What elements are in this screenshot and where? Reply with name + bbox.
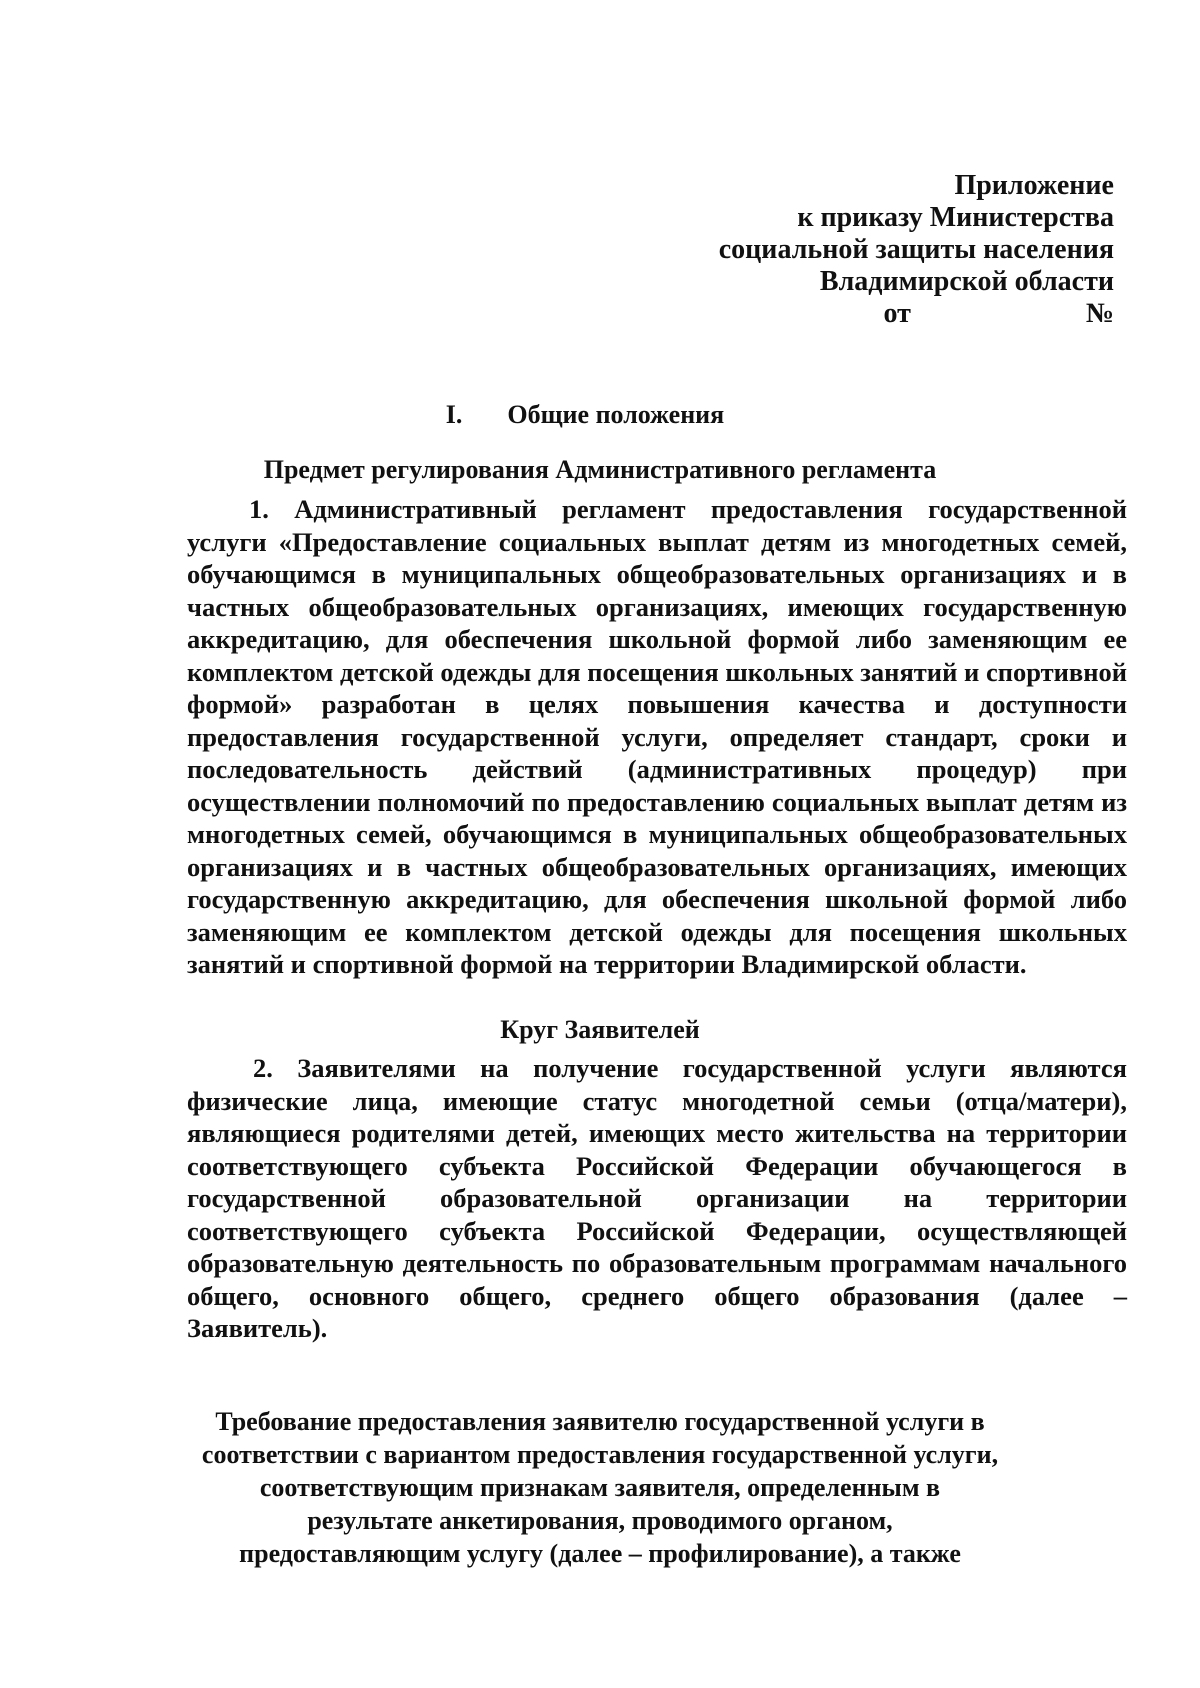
paragraph-line: образовательную деятельность по образовательным программам начального <box>187 1248 1127 1278</box>
requirement-heading-line: соответствии с вариантом предоставления государственной услуги, <box>201 1440 999 1469</box>
section-title: Общие положения <box>507 400 725 429</box>
paragraph-line: занятий и спортивной формой на территории Владимирской области. <box>187 949 1027 979</box>
paragraph-line: соответствующего субъекта Российской Федерации, осуществляющей <box>187 1215 1127 1246</box>
applicants-heading: Круг Заявителей <box>500 1015 700 1044</box>
requirement-heading-line: предоставляющим услугу (далее – профилирование), а также <box>239 1539 961 1568</box>
paragraph-line: общего, основного общего, среднего общего образования (далее – <box>187 1280 1127 1311</box>
paragraph-line: 2. Заявителями на получение государственной услуги являются <box>253 1053 1127 1083</box>
paragraph-line: физические лица, имеющие статус многодетной семьи (отца/матери), <box>187 1085 1127 1116</box>
paragraph-2 <box>187 1052 1127 1345</box>
paragraph-line: последовательность действий (административных процедур) при <box>187 754 1127 784</box>
paragraph-line: осуществлении полномочий по предоставлению социальных выплат детям из <box>187 786 1127 817</box>
paragraph-line: формой» разработан в целях повышения качества и доступности <box>187 689 1127 719</box>
paragraph-line: 1. Административный регламент предоставления государственной <box>249 494 1127 524</box>
appendix-number-label: № <box>1085 298 1114 329</box>
requirement-heading-line: соответствующим признакам заявителя, определенным в <box>259 1473 941 1502</box>
paragraph-line: предоставления государственной услуги, определяет стандарт, сроки и <box>187 721 1127 752</box>
appendix-ministry: социальной защиты населения <box>718 234 1114 265</box>
appendix-region: Владимирской области <box>819 266 1114 297</box>
paragraph-line: частных общеобразовательных организациях, имеющих государственную <box>187 591 1127 622</box>
appendix-block <box>719 170 1114 330</box>
appendix-title: Приложение <box>954 170 1114 201</box>
paragraph-line: государственной образовательной организации на территории <box>187 1183 1127 1213</box>
appendix-date-label: от <box>883 298 911 329</box>
paragraph-line: многодетных семей, обучающимся в муниципальных общеобразовательных <box>187 819 1127 849</box>
requirement-heading-line: результате анкетирования, проводимого органом, <box>307 1506 893 1535</box>
appendix-date-number-line <box>719 298 1114 330</box>
paragraph-line: обучающимся в муниципальных общеобразовательных организациях и в <box>187 559 1127 589</box>
paragraph-line: Заявитель). <box>187 1313 328 1343</box>
paragraph-1 <box>187 493 1127 981</box>
paragraph-line: являющиеся родителями детей, имеющих место жительства на территории <box>187 1118 1127 1148</box>
section-heading <box>0 400 1200 430</box>
paragraph-line: организациях и в частных общеобразовательных организациях, имеющих <box>187 851 1127 882</box>
paragraph-line: соответствующего субъекта Российской Федерации обучающегося в <box>187 1150 1127 1181</box>
subject-heading: Предмет регулирования Административного регламента <box>263 455 937 484</box>
paragraph-line: комплектом детской одежды для посещения школьных занятий и спортивной <box>187 656 1127 687</box>
paragraph-line: государственную аккредитацию, для обеспечения школьной формой либо <box>187 884 1127 914</box>
paragraph-line: заменяющим ее комплектом детской одежды для посещения школьных <box>187 916 1127 947</box>
appendix-order-ref: к приказу Министерства <box>797 202 1114 233</box>
section-number: I. <box>445 400 463 429</box>
requirement-heading-line: Требование предоставления заявителю государственной услуги в <box>215 1407 985 1436</box>
paragraph-line: услуги «Предоставление социальных выплат детям из многодетных семей, <box>187 526 1127 557</box>
requirement-heading <box>0 1405 1200 1570</box>
paragraph-line: аккредитацию, для обеспечения школьной формой либо заменяющим ее <box>187 624 1127 654</box>
